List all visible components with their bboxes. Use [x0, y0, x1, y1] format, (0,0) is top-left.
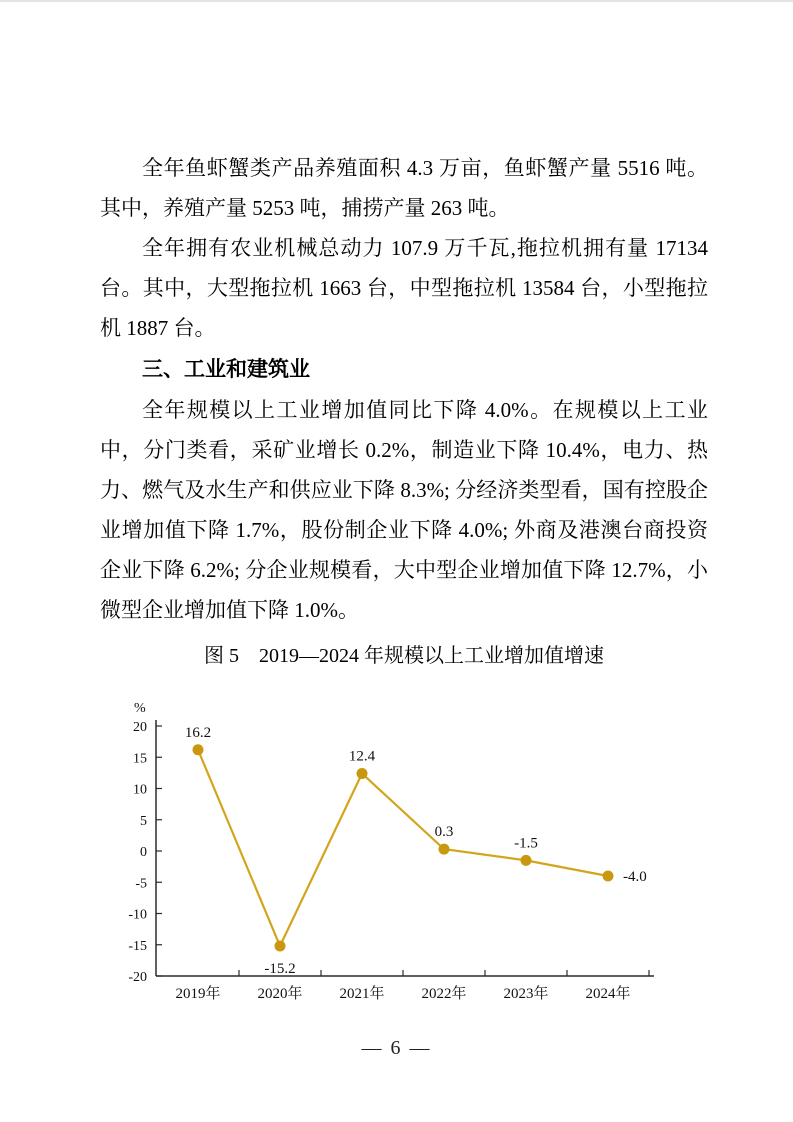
data-label: 0.3 [434, 824, 454, 841]
y-tick-label: 5 [140, 813, 147, 829]
page-number: — 6 — [361, 1037, 432, 1059]
data-point [439, 844, 450, 855]
chart-caption: 图 5 2019—2024 年规模以上工业增加值增速 [204, 645, 604, 667]
paragraph-industry: 全年规模以上工业增加值同比下降 4.0%。在规模以上工业中，分门类看，采矿业增长 0.2%，制造业下降 10.4%，电力、热力、燃气及水生产和供应业下降 8.3%; 分经济类型看，国有控股企业增加值下降 1.7%，股份制企业下降 4.0%; 外商及港澳台商投资企业下降 6.2%; 分企业规模看，大中型企业增加值下降 12.7%，小微型企业增加值下降 1.0%。 [100, 398, 708, 622]
data-point [193, 744, 204, 755]
y-tick-label: -15 [128, 938, 147, 954]
section-heading-industry: 三、工业和建筑业 [142, 358, 310, 381]
data-label: -4.0 [623, 869, 647, 885]
y-tick-label: -10 [128, 907, 147, 923]
y-tick-label: 10 [133, 782, 147, 798]
page-content [0, 2, 793, 1008]
data-label: 16.2 [184, 724, 212, 741]
paragraph-fishery: 全年鱼虾蟹类产品养殖面积 4.3 万亩，鱼虾蟹产量 5516 吨。其中，养殖产量 5253 吨，捕捞产量 263 吨。 [100, 156, 708, 220]
data-point [275, 941, 286, 952]
x-category-label: 2019年 [175, 986, 221, 1002]
y-axis-unit-label: % [134, 701, 146, 716]
y-tick-label: -5 [135, 876, 147, 892]
data-point [357, 768, 368, 779]
data-point [603, 871, 614, 882]
y-tick-label: 15 [133, 751, 147, 767]
x-category-label: 2024年 [585, 986, 631, 1002]
data-point [521, 855, 532, 866]
chart-svg [112, 688, 712, 1008]
x-category-label: 2022年 [421, 986, 467, 1002]
y-tick-label: 20 [133, 720, 147, 735]
x-category-label: 2021年 [339, 986, 385, 1002]
x-category-label: 2023年 [503, 986, 549, 1002]
y-tick-label: 0 [140, 845, 147, 860]
growth-line [198, 750, 608, 946]
data-label: -1.5 [514, 835, 538, 852]
x-category-label: 2020年 [257, 986, 303, 1002]
paragraph-agri-machinery: 全年拥有农业机械总动力 107.9 万千瓦,拖拉机拥有量 17134 台。其中，大型拖拉机 1663 台，中型拖拉机 13584 台，小型拖拉机 1887 台。 [100, 236, 708, 340]
data-label: 12.4 [348, 748, 376, 765]
y-tick-label: -20 [128, 970, 147, 985]
data-label: -15.2 [264, 961, 296, 977]
industrial-growth-chart [112, 688, 712, 1008]
